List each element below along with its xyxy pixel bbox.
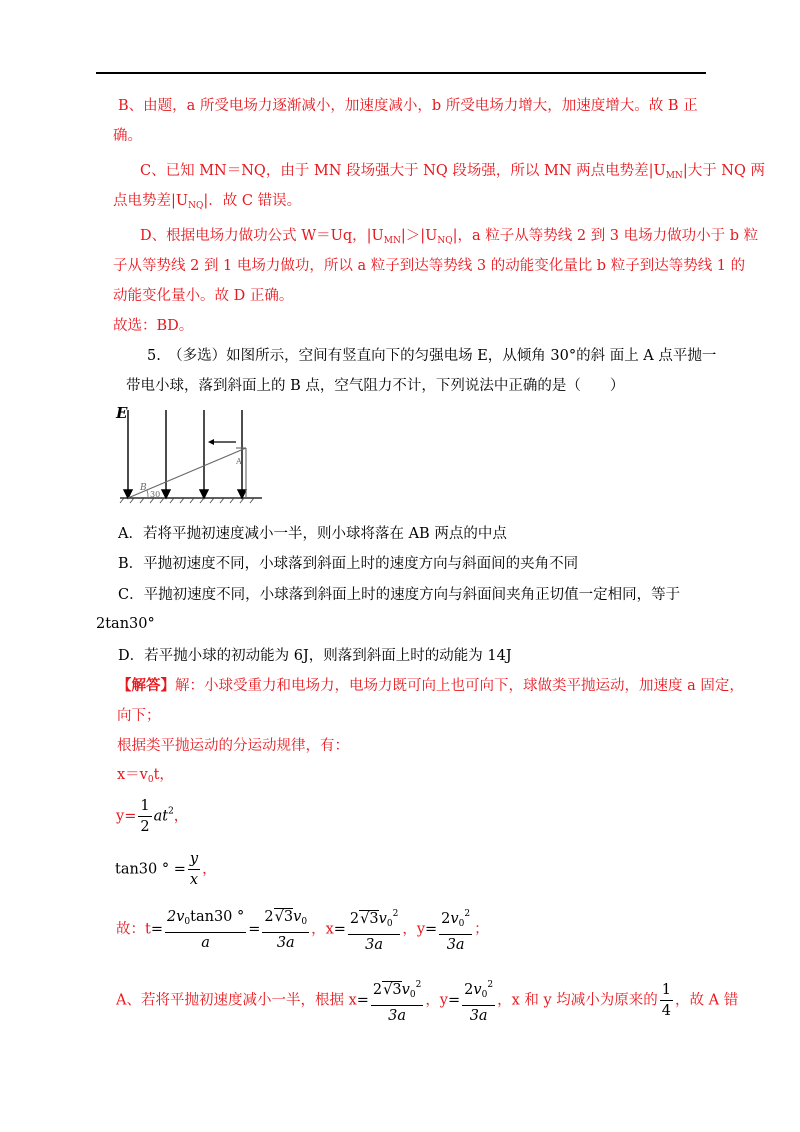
- equation-x: $x=v_0t$，: [117, 767, 174, 785]
- equation-tan: tan30 ° = $\frac{y}{x}$ ，: [115, 851, 217, 888]
- field-label-e: E: [116, 404, 128, 422]
- field-arrow-4: [238, 490, 246, 498]
- answer-c-line1: C、已知 MN＝NQ，由于 MN 段场强大于 NQ 段场强，所以 MN 两点电势差$|U_{MN}|$大于 NQ 两: [140, 163, 765, 181]
- answer-d-line3: 动能变化量小。故 D 正确。: [113, 288, 294, 304]
- point-b-label: B: [140, 483, 147, 493]
- answer-d-line2: 子从等势线 2 到 1 电场力做功，所以 a 粒子到达等势线 3 的动能变化量比 b 粒子到达等势线 1 的: [113, 258, 746, 274]
- answer-d-line1: D、根据电场力做功公式 W＝Uq，$|U_{MN}|>|U_{NQ}|$，a 粒子从等势线 2 到 3 电场力做功小于 b 粒: [140, 228, 759, 246]
- solution-a-line: A、若将平抛初速度减小一半，根据 x= $\frac{2√3v_0^2}{3a}$ ，y= $\frac{2v_0^2}{3a}$ ，x 和 y 均减小为原来的 $\frac{1}{4}$ ，故 A 错: [116, 976, 738, 1025]
- equation-results: 故：t= $\frac{2v_0\tan 30 ^\circ}{a}$ = $\frac{2√3v_0}{3a}$ ，x= $\frac{2√3v_0^2}{3a}$ ，y= $\frac{2v_0^2}{3a}$ ；: [116, 905, 489, 954]
- question5-figure: [114, 404, 264, 504]
- question5-stem-line1: 5. （多选）如图所示，空间有竖直向下的匀强电场 E，从倾角 30°的斜 面上 A 点平抛一: [147, 348, 717, 364]
- point-a-label: A: [236, 457, 242, 466]
- option-a: A．若将平抛初速度减小一半，则小球将落在 AB 两点的中点: [118, 526, 507, 542]
- velocity-arrowhead: [208, 439, 214, 445]
- answer-b-line1: B、由题，a 所受电场力逐渐减小，加速度减小，b 所受电场力增大，加速度增大。故 B 正: [118, 98, 698, 114]
- angle-label: 30: [150, 490, 161, 499]
- option-c-line2: 2tan30°: [96, 616, 155, 632]
- field-arrow-3: [200, 490, 208, 498]
- solution-line2: 向下；: [117, 708, 161, 724]
- question5-stem-line2: 带电小球，落到斜面上的 B 点，空气阻力不计，下列说法中正确的是（ ）: [126, 378, 625, 394]
- equation-y: y= $\frac{1}{2}$ $at^2$，: [116, 798, 189, 835]
- field-arrow-2: [162, 490, 170, 498]
- option-c-line1: C．平抛初速度不同，小球落到斜面上时的速度方向与斜面间夹角正切值一定相同，等于: [118, 587, 681, 603]
- answer-c-line2: 点电势差$|U_{NQ}|$．故 C 错误。: [113, 193, 302, 211]
- solution-line3: 根据类平抛运动的分运动规律，有：: [117, 738, 349, 754]
- solution-line1: 【解答】解：小球受重力和电场力，电场力既可向上也可向下，球做类平抛运动，加速度 a 固定，: [117, 677, 744, 694]
- header-rule: [96, 72, 706, 74]
- solution-tag: 【解答】: [117, 677, 175, 694]
- answer-b-line2: 确。: [113, 128, 142, 144]
- option-d: D．若平抛小球的初动能为 6J，则落到斜面上时的动能为 14J: [118, 648, 512, 664]
- option-b: B．平抛初速度不同，小球落到斜面上时的速度方向与斜面间的夹角不同: [118, 556, 579, 572]
- choice-answer: 故选：BD。: [113, 318, 194, 334]
